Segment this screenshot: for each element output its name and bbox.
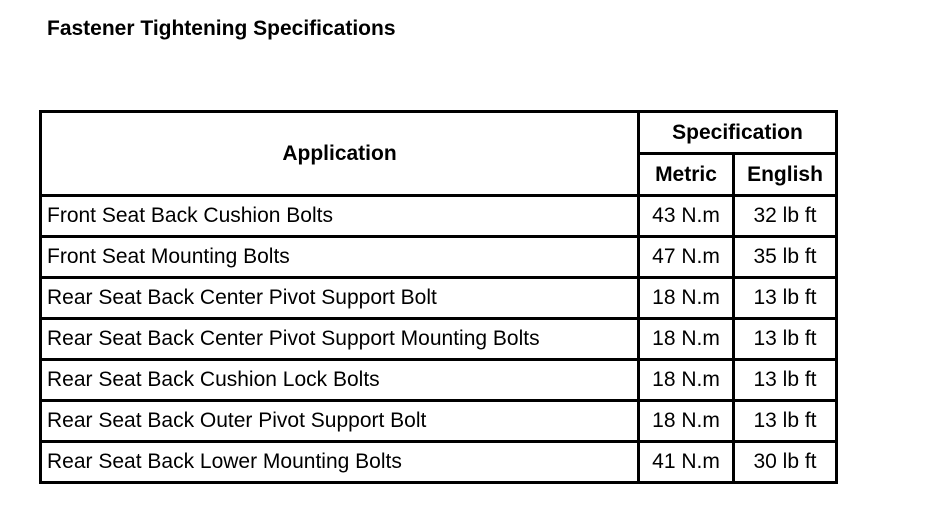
page-title: Fastener Tightening Specifications	[47, 17, 396, 40]
row-7-english: 30 lb ft	[735, 443, 835, 481]
row-4-application: Rear Seat Back Center Pivot Support Mounting Bolts	[42, 320, 637, 358]
column-header-english: English	[735, 155, 835, 194]
row-2-metric: 47 N.m	[640, 238, 732, 276]
row-5-english: 13 lb ft	[735, 361, 835, 399]
row-5-application: Rear Seat Back Cushion Lock Bolts	[42, 361, 637, 399]
column-header-metric: Metric	[640, 155, 732, 194]
row-2-english: 35 lb ft	[735, 238, 835, 276]
column-header-specification: Specification	[640, 113, 835, 152]
row-7-metric: 41 N.m	[640, 443, 732, 481]
row-6-metric: 18 N.m	[640, 402, 732, 440]
row-6-application: Rear Seat Back Outer Pivot Support Bolt	[42, 402, 637, 440]
fastener-spec-table	[39, 110, 838, 484]
row-3-application: Rear Seat Back Center Pivot Support Bolt	[42, 279, 637, 317]
row-3-metric: 18 N.m	[640, 279, 732, 317]
row-5-metric: 18 N.m	[640, 361, 732, 399]
row-1-english: 32 lb ft	[735, 197, 835, 235]
row-1-metric: 43 N.m	[640, 197, 732, 235]
row-3-english: 13 lb ft	[735, 279, 835, 317]
row-2-application: Front Seat Mounting Bolts	[42, 238, 637, 276]
column-header-application: Application	[42, 113, 637, 194]
row-7-application: Rear Seat Back Lower Mounting Bolts	[42, 443, 637, 481]
row-4-english: 13 lb ft	[735, 320, 835, 358]
row-1-application: Front Seat Back Cushion Bolts	[42, 197, 637, 235]
row-6-english: 13 lb ft	[735, 402, 835, 440]
row-4-metric: 18 N.m	[640, 320, 732, 358]
